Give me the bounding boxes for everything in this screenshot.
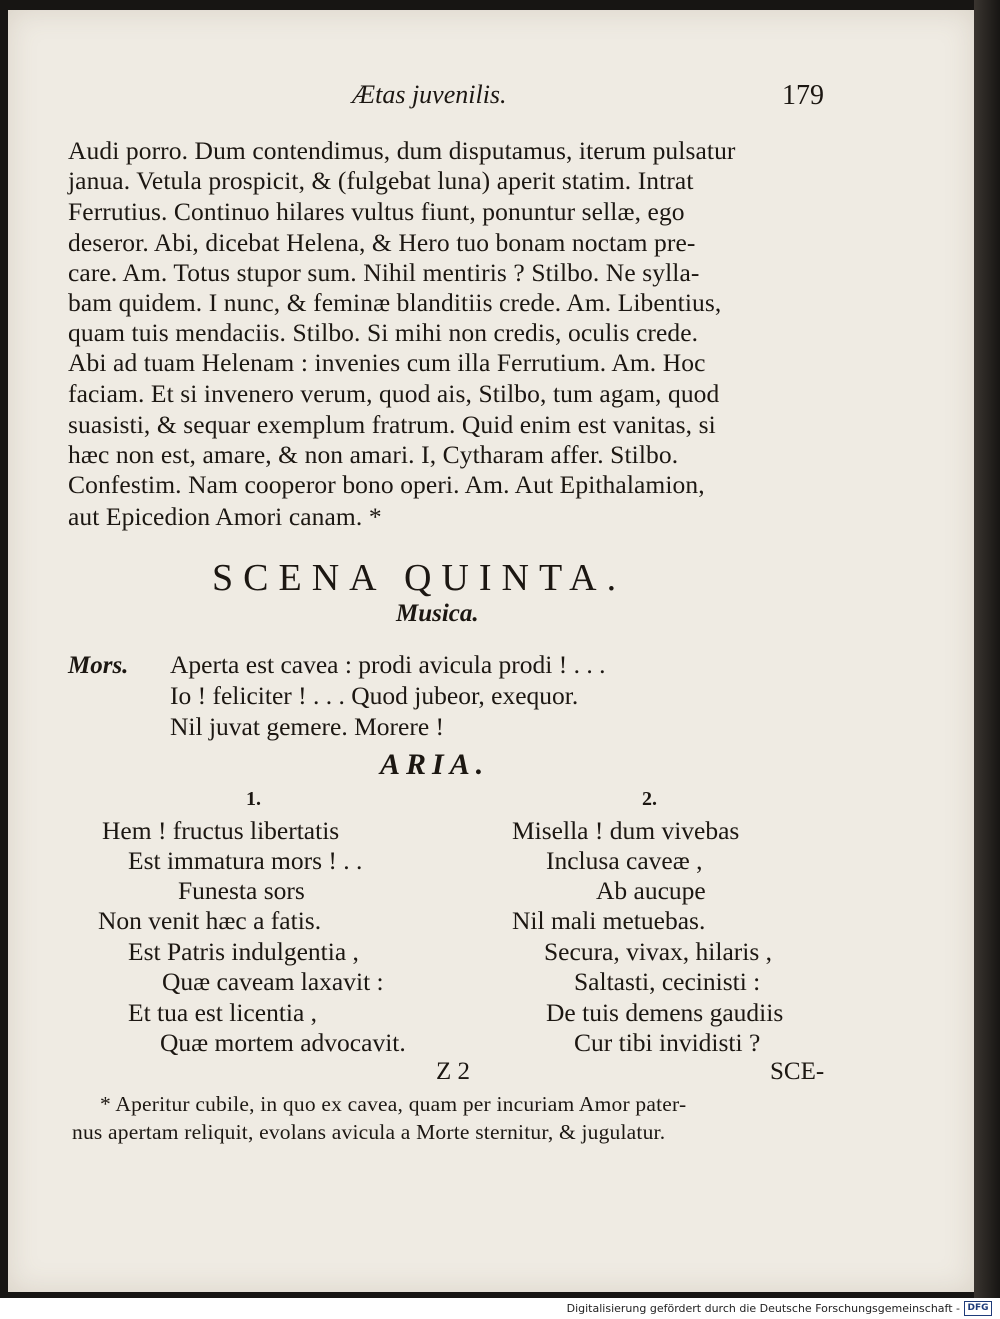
funding-credit: Digitalisierung gefördert durch die Deutsche Forschungsgemeinschaft - xyxy=(566,1302,960,1315)
verse-line: Quæ caveam laxavit : xyxy=(162,967,384,996)
footnote-line: * Aperitur cubile, in quo ex cavea, quam per incuriam Amor pater- xyxy=(100,1092,687,1116)
verse-line: Funesta sors xyxy=(178,876,305,905)
body-line: aut Epicedion Amori canam. * xyxy=(68,502,382,531)
page-number: 179 xyxy=(782,80,824,111)
catchword: SCE- xyxy=(770,1058,825,1085)
digitization-footer xyxy=(0,1298,1000,1319)
verse-line: Inclusa caveæ , xyxy=(546,846,703,875)
stanza-number: 2. xyxy=(642,788,657,810)
verse-line: Secura, vivax, hilaris , xyxy=(544,937,773,966)
body-line: bam quidem. I nunc, & feminæ blanditiis crede. Am. Libentius, xyxy=(68,288,722,317)
body-line: quam tuis mendaciis. Stilbo. Si mihi non credis, oculis crede. xyxy=(68,318,699,347)
scene-subtitle: Musica. xyxy=(396,600,479,627)
body-line: Abi ad tuam Helenam : invenies cum illa Ferrutium. Am. Hoc xyxy=(68,348,706,377)
page-edge xyxy=(974,0,1000,1298)
verse-line: Et tua est licentia , xyxy=(128,998,318,1027)
scene-title: SCENA QUINTA. xyxy=(212,557,627,599)
verse-line: Non venit hæc a fatis. xyxy=(98,906,322,935)
verse-line: Cur tibi invidisti ? xyxy=(574,1028,761,1057)
body-line: suasisti, & sequar exemplum fratrum. Quid enim est vanitas, si xyxy=(68,410,716,439)
body-line: janua. Vetula prospicit, & (fulgebat luna) aperit statim. Intrat xyxy=(68,166,694,195)
verse-line: Ab aucupe xyxy=(596,876,706,905)
stanza-number: 1. xyxy=(246,788,261,810)
dialogue-line: Aperta est cavea : prodi avicula prodi ! . . . xyxy=(170,650,606,679)
verse-line: Hem ! fructus libertatis xyxy=(102,816,340,845)
body-line: hæc non est, amare, & non amari. I, Cytharam affer. Stilbo. xyxy=(68,440,679,469)
verse-line: Saltasti, cecinisti : xyxy=(574,967,761,996)
dialogue-line: Nil juvat gemere. Morere ! xyxy=(170,712,445,741)
aria-title: ARIA. xyxy=(380,748,490,781)
verse-line: Quæ mortem advocavit. xyxy=(160,1028,406,1057)
verse-line: Est Patris indulgentia , xyxy=(128,937,359,966)
dfg-logo-icon: DFG xyxy=(964,1301,992,1316)
verse-line: De tuis demens gaudiis xyxy=(546,998,784,1027)
verse-line: Est immatura mors ! . . xyxy=(128,846,363,875)
body-line: Audi porro. Dum contendimus, dum disputamus, iterum pulsatur xyxy=(68,136,736,165)
dialogue-line: Io ! feliciter ! . . . Quod jubeor, exequor. xyxy=(170,681,579,710)
footnote-line: nus apertam reliquit, evolans avicula a Morte sternitur, & jugulatur. xyxy=(72,1120,666,1144)
body-line: Confestim. Nam cooperor bono operi. Am. Aut Epithalamion, xyxy=(68,470,705,499)
body-line: Ferrutius. Continuo hilares vultus fiunt, ponuntur sellæ, ego xyxy=(68,197,685,226)
body-line: deseror. Abi, dicebat Helena, & Hero tuo bonam noctam pre- xyxy=(68,228,696,257)
signature-mark: Z 2 xyxy=(436,1058,471,1085)
running-header: Ætas juvenilis. xyxy=(352,80,507,109)
body-line: faciam. Et si invenero verum, quod ais, Stilbo, tum agam, quod xyxy=(68,379,720,408)
body-line: care. Am. Totus stupor sum. Nihil mentiris ? Stilbo. Ne sylla- xyxy=(68,258,700,287)
speaker-name: Mors. xyxy=(68,652,129,679)
verse-line: Nil mali metuebas. xyxy=(512,906,706,935)
verse-line: Misella ! dum vivebas xyxy=(512,816,740,845)
